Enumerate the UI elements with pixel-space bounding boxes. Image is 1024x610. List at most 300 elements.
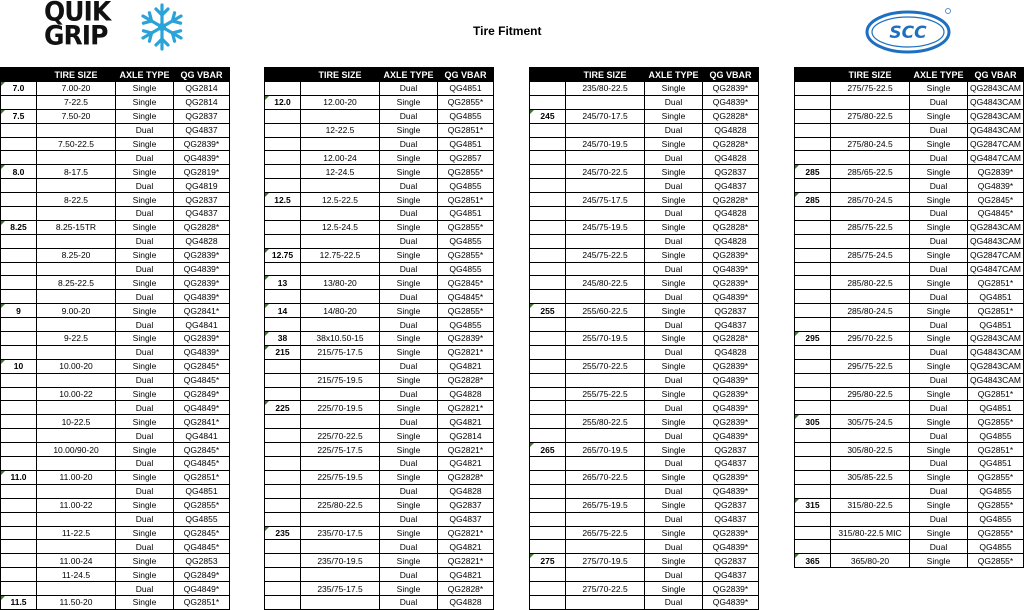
axle-type-cell: Dual bbox=[116, 582, 174, 596]
qg-vbar-cell: QG4837 bbox=[438, 512, 494, 526]
tire-size-cell: 255/70-22.5 bbox=[566, 359, 645, 373]
table-row bbox=[795, 373, 1024, 387]
size-cell: 235 bbox=[265, 526, 301, 540]
axle-type-cell: Single bbox=[116, 304, 174, 318]
axle-type-cell: Single bbox=[645, 82, 703, 96]
qg-vbar-cell: QG4845* bbox=[174, 373, 230, 387]
size-cell bbox=[795, 82, 831, 96]
qg-vbar-cell: QG2839* bbox=[703, 276, 759, 290]
tire-size-cell: 225/80-22.5 bbox=[301, 498, 380, 512]
table-row bbox=[530, 248, 759, 262]
size-cell bbox=[795, 262, 831, 276]
tire-size-cell: 11.00-22 bbox=[37, 498, 116, 512]
axle-type-cell: Dual bbox=[910, 512, 968, 526]
qg-vbar-cell: QG2855* bbox=[968, 498, 1024, 512]
size-cell bbox=[265, 387, 301, 401]
axle-type-cell: Dual bbox=[116, 373, 174, 387]
tire-size-cell bbox=[301, 234, 380, 248]
axle-type-cell: Dual bbox=[645, 123, 703, 137]
tire-size-cell bbox=[301, 457, 380, 471]
size-cell bbox=[265, 568, 301, 582]
size-cell bbox=[265, 373, 301, 387]
qg-vbar-cell: QG4837 bbox=[703, 179, 759, 193]
axle-type-cell: Dual bbox=[645, 373, 703, 387]
tire-size-cell bbox=[301, 540, 380, 554]
header-row bbox=[795, 68, 1024, 82]
size-cell bbox=[265, 554, 301, 568]
tire-size-cell: 295/70-22.5 bbox=[831, 332, 910, 346]
table-row bbox=[1, 415, 230, 429]
axle-type-cell: Dual bbox=[116, 290, 174, 304]
axle-type-cell: Single bbox=[910, 304, 968, 318]
tire-size-cell bbox=[831, 123, 910, 137]
axle-type-cell: Dual bbox=[380, 415, 438, 429]
table-row bbox=[530, 151, 759, 165]
table-row bbox=[530, 290, 759, 304]
size-cell bbox=[795, 276, 831, 290]
size-cell bbox=[265, 137, 301, 151]
size-cell bbox=[795, 109, 831, 123]
axle-type-cell: Dual bbox=[116, 262, 174, 276]
qg-vbar-cell: QG2814 bbox=[174, 95, 230, 109]
table-row bbox=[1, 137, 230, 151]
tire-size-cell: 9.00-20 bbox=[37, 304, 116, 318]
size-cell bbox=[265, 498, 301, 512]
table-row bbox=[1, 345, 230, 359]
table-row bbox=[795, 387, 1024, 401]
qg-vbar-cell: QG2845* bbox=[174, 526, 230, 540]
axle-type-cell: Single bbox=[645, 359, 703, 373]
size-cell bbox=[265, 151, 301, 165]
snowflake-icon bbox=[135, 0, 189, 54]
table-row bbox=[530, 359, 759, 373]
tire-size-cell bbox=[566, 540, 645, 554]
size-cell: 7.5 bbox=[1, 109, 37, 123]
qg-vbar-cell: QG4821 bbox=[438, 457, 494, 471]
size-cell bbox=[1, 151, 37, 165]
qg-vbar-cell: QG4845* bbox=[174, 457, 230, 471]
axle-type-cell: Dual bbox=[116, 457, 174, 471]
header-tire-size: TIRE SIZE bbox=[301, 68, 380, 82]
axle-type-cell: Single bbox=[116, 137, 174, 151]
size-cell bbox=[265, 443, 301, 457]
qg-vbar-cell: QG4839* bbox=[703, 95, 759, 109]
axle-type-cell: Single bbox=[380, 151, 438, 165]
tire-size-cell: 305/80-22.5 bbox=[831, 443, 910, 457]
table-row bbox=[265, 540, 494, 554]
qg-vbar-cell: QG2855* bbox=[438, 165, 494, 179]
fitment-table-1 bbox=[0, 67, 230, 610]
axle-type-cell: Single bbox=[116, 568, 174, 582]
tire-size-cell: 285/65-22.5 bbox=[831, 165, 910, 179]
axle-type-cell: Dual bbox=[645, 95, 703, 109]
tire-size-cell bbox=[37, 151, 116, 165]
qg-vbar-cell: QG2828* bbox=[438, 582, 494, 596]
table-row bbox=[795, 443, 1024, 457]
tire-size-cell bbox=[37, 123, 116, 137]
axle-type-cell: Dual bbox=[380, 262, 438, 276]
qg-vbar-cell: QG4841 bbox=[174, 429, 230, 443]
table-row bbox=[265, 123, 494, 137]
qg-vbar-cell: QG4845* bbox=[174, 540, 230, 554]
tire-size-cell: 275/75-22.5 bbox=[831, 82, 910, 96]
size-cell bbox=[265, 290, 301, 304]
size-cell: 315 bbox=[795, 498, 831, 512]
qg-vbar-cell: QG4828 bbox=[703, 123, 759, 137]
fitment-table-2 bbox=[264, 67, 494, 610]
size-cell bbox=[1, 234, 37, 248]
table-row bbox=[1, 234, 230, 248]
tire-size-cell bbox=[566, 151, 645, 165]
tire-size-cell: 285/80-24.5 bbox=[831, 304, 910, 318]
axle-type-cell: Dual bbox=[380, 484, 438, 498]
axle-type-cell: Dual bbox=[910, 179, 968, 193]
size-cell bbox=[265, 540, 301, 554]
tire-size-cell bbox=[301, 179, 380, 193]
qg-vbar-cell: QG2847CAM bbox=[968, 137, 1024, 151]
header-size bbox=[265, 68, 301, 82]
table-row bbox=[1, 220, 230, 234]
axle-type-cell: Dual bbox=[116, 123, 174, 137]
size-cell bbox=[265, 457, 301, 471]
table-row bbox=[795, 332, 1024, 346]
tire-size-cell bbox=[566, 484, 645, 498]
qg-vbar-cell: QG2845* bbox=[174, 359, 230, 373]
qg-vbar-cell: QG4821 bbox=[438, 359, 494, 373]
axle-type-cell: Single bbox=[910, 193, 968, 207]
size-cell: 285 bbox=[795, 165, 831, 179]
qg-vbar-cell: QG2851* bbox=[174, 595, 230, 609]
table-row bbox=[265, 470, 494, 484]
axle-type-cell: Single bbox=[910, 526, 968, 540]
qg-vbar-cell: QG4847CAM bbox=[968, 262, 1024, 276]
size-cell bbox=[530, 373, 566, 387]
table-row bbox=[530, 582, 759, 596]
axle-type-cell: Single bbox=[116, 443, 174, 457]
header-row bbox=[265, 68, 494, 82]
tire-size-cell: 225/75-17.5 bbox=[301, 443, 380, 457]
table-row bbox=[1, 304, 230, 318]
table-row bbox=[530, 470, 759, 484]
table-row bbox=[530, 109, 759, 123]
axle-type-cell: Dual bbox=[116, 484, 174, 498]
axle-type-cell: Dual bbox=[380, 290, 438, 304]
tire-size-cell: 315/80-22.5 bbox=[831, 498, 910, 512]
qg-vbar-cell: QG4839* bbox=[174, 290, 230, 304]
tire-size-cell bbox=[301, 415, 380, 429]
size-cell bbox=[265, 318, 301, 332]
size-cell: 11.0 bbox=[1, 470, 37, 484]
tire-size-cell: 11-22.5 bbox=[37, 526, 116, 540]
size-cell: 9 bbox=[1, 304, 37, 318]
table-row bbox=[530, 318, 759, 332]
size-cell bbox=[530, 345, 566, 359]
axle-type-cell: Dual bbox=[910, 401, 968, 415]
table-row bbox=[530, 193, 759, 207]
table-row bbox=[1, 123, 230, 137]
table-row bbox=[530, 179, 759, 193]
axle-type-cell: Single bbox=[910, 470, 968, 484]
tire-size-cell bbox=[831, 345, 910, 359]
axle-type-cell: Dual bbox=[116, 540, 174, 554]
size-cell bbox=[530, 582, 566, 596]
size-cell bbox=[530, 207, 566, 221]
axle-type-cell: Dual bbox=[910, 373, 968, 387]
table-row bbox=[265, 345, 494, 359]
size-cell bbox=[795, 401, 831, 415]
table-row bbox=[1, 401, 230, 415]
tire-size-cell bbox=[566, 345, 645, 359]
axle-type-cell: Dual bbox=[116, 429, 174, 443]
qg-vbar-cell: QG2837 bbox=[703, 498, 759, 512]
qg-vbar-cell: QG2839* bbox=[703, 415, 759, 429]
size-cell bbox=[795, 95, 831, 109]
axle-type-cell: Single bbox=[380, 332, 438, 346]
axle-type-cell: Single bbox=[380, 401, 438, 415]
tire-size-cell bbox=[566, 401, 645, 415]
axle-type-cell: Dual bbox=[645, 207, 703, 221]
table-row bbox=[530, 429, 759, 443]
table-row bbox=[265, 151, 494, 165]
qg-vbar-cell: QG2855* bbox=[968, 554, 1024, 568]
size-cell: 12.5 bbox=[265, 193, 301, 207]
axle-type-cell: Dual bbox=[645, 290, 703, 304]
axle-type-cell: Single bbox=[380, 95, 438, 109]
tire-size-cell bbox=[37, 345, 116, 359]
axle-type-cell: Single bbox=[116, 220, 174, 234]
qg-vbar-cell: QG2828* bbox=[703, 220, 759, 234]
size-cell bbox=[795, 318, 831, 332]
qg-vbar-cell: QG4837 bbox=[174, 207, 230, 221]
tire-size-cell bbox=[831, 151, 910, 165]
size-cell bbox=[795, 484, 831, 498]
header-tire-size: TIRE SIZE bbox=[566, 68, 645, 82]
tire-size-cell bbox=[37, 540, 116, 554]
size-cell bbox=[530, 512, 566, 526]
table-row bbox=[265, 582, 494, 596]
table-row bbox=[795, 540, 1024, 554]
size-cell: 8.25 bbox=[1, 220, 37, 234]
table-row bbox=[1, 95, 230, 109]
qg-vbar-cell: QG4851 bbox=[174, 484, 230, 498]
axle-type-cell: Single bbox=[910, 276, 968, 290]
size-cell bbox=[795, 207, 831, 221]
qg-vbar-cell: QG2839* bbox=[703, 582, 759, 596]
tire-size-cell bbox=[566, 595, 645, 609]
axle-type-cell: Single bbox=[380, 373, 438, 387]
tire-size-cell: 11-24.5 bbox=[37, 568, 116, 582]
table-row bbox=[795, 220, 1024, 234]
tire-size-cell bbox=[566, 318, 645, 332]
tire-size-cell bbox=[37, 401, 116, 415]
tire-size-cell bbox=[301, 359, 380, 373]
table-row bbox=[1, 248, 230, 262]
axle-type-cell: Dual bbox=[910, 318, 968, 332]
header-qg-vbar: QG VBAR bbox=[703, 68, 759, 82]
table-row bbox=[265, 304, 494, 318]
tire-size-cell: 9-22.5 bbox=[37, 332, 116, 346]
tire-size-cell: 225/70-22.5 bbox=[301, 429, 380, 443]
qg-vbar-cell: QG4855 bbox=[174, 512, 230, 526]
axle-type-cell: Single bbox=[910, 415, 968, 429]
axle-type-cell: Dual bbox=[645, 512, 703, 526]
table-row bbox=[795, 345, 1024, 359]
header-tire-size: TIRE SIZE bbox=[831, 68, 910, 82]
qg-vbar-cell: QG2839* bbox=[703, 387, 759, 401]
qg-vbar-cell: QG2828* bbox=[703, 332, 759, 346]
qg-vbar-cell: QG2837 bbox=[703, 443, 759, 457]
size-cell bbox=[1, 318, 37, 332]
axle-type-cell: Dual bbox=[910, 234, 968, 248]
axle-type-cell: Single bbox=[910, 137, 968, 151]
size-cell bbox=[1, 401, 37, 415]
axle-type-cell: Single bbox=[645, 193, 703, 207]
axle-type-cell: Single bbox=[116, 595, 174, 609]
tire-size-cell: 13/80-20 bbox=[301, 276, 380, 290]
table-row bbox=[265, 415, 494, 429]
qg-vbar-cell: QG4837 bbox=[174, 123, 230, 137]
axle-type-cell: Dual bbox=[116, 345, 174, 359]
table-row bbox=[265, 82, 494, 96]
qg-vbar-cell: QG2855* bbox=[438, 248, 494, 262]
table-row bbox=[795, 207, 1024, 221]
qg-vbar-cell: QG2837 bbox=[174, 193, 230, 207]
qg-vbar-cell: QG4837 bbox=[703, 512, 759, 526]
tire-size-cell bbox=[37, 318, 116, 332]
size-cell bbox=[530, 470, 566, 484]
table-row bbox=[265, 220, 494, 234]
tire-size-cell bbox=[37, 262, 116, 276]
qg-vbar-cell: QG4851 bbox=[968, 318, 1024, 332]
table-row bbox=[530, 304, 759, 318]
tire-size-cell bbox=[37, 484, 116, 498]
table-row bbox=[265, 568, 494, 582]
table-row bbox=[265, 457, 494, 471]
axle-type-cell: Single bbox=[116, 498, 174, 512]
tire-size-cell bbox=[566, 179, 645, 193]
table-row bbox=[265, 359, 494, 373]
table-row bbox=[795, 470, 1024, 484]
axle-type-cell: Single bbox=[645, 220, 703, 234]
size-cell: 10 bbox=[1, 359, 37, 373]
tire-size-cell: 245/70-19.5 bbox=[566, 137, 645, 151]
tire-size-cell bbox=[37, 457, 116, 471]
size-cell bbox=[795, 526, 831, 540]
table-row bbox=[795, 554, 1024, 568]
qg-vbar-cell: QG2855* bbox=[968, 415, 1024, 429]
tire-size-cell bbox=[831, 207, 910, 221]
tire-size-cell: 235/80-22.5 bbox=[566, 82, 645, 96]
table-row bbox=[795, 359, 1024, 373]
table-row bbox=[795, 248, 1024, 262]
axle-type-cell: Dual bbox=[116, 179, 174, 193]
header-qg-vbar: QG VBAR bbox=[968, 68, 1024, 82]
tire-size-cell: 255/60-22.5 bbox=[566, 304, 645, 318]
table-row bbox=[265, 595, 494, 609]
table-row bbox=[1, 498, 230, 512]
tire-size-cell: 12-22.5 bbox=[301, 123, 380, 137]
qg-vbar-cell: QG2849* bbox=[174, 568, 230, 582]
table-row bbox=[795, 179, 1024, 193]
qg-vbar-cell: QG2839* bbox=[703, 526, 759, 540]
tire-size-cell: 255/75-22.5 bbox=[566, 387, 645, 401]
size-cell bbox=[1, 582, 37, 596]
tire-size-cell: 265/75-19.5 bbox=[566, 498, 645, 512]
qg-vbar-cell: QG2843CAM bbox=[968, 332, 1024, 346]
axle-type-cell: Dual bbox=[380, 387, 438, 401]
qg-vbar-cell: QG2821* bbox=[438, 401, 494, 415]
qg-vbar-cell: QG4855 bbox=[968, 512, 1024, 526]
axle-type-cell: Single bbox=[380, 304, 438, 318]
size-cell bbox=[530, 401, 566, 415]
table-row bbox=[265, 526, 494, 540]
size-cell bbox=[1, 373, 37, 387]
axle-type-cell: Dual bbox=[116, 401, 174, 415]
tire-size-cell: 7-22.5 bbox=[37, 95, 116, 109]
qg-vbar-cell: QG4828 bbox=[703, 345, 759, 359]
qg-vbar-cell: QG4828 bbox=[438, 595, 494, 609]
size-cell bbox=[530, 82, 566, 96]
qg-vbar-cell: QG2821* bbox=[438, 345, 494, 359]
axle-type-cell: Single bbox=[116, 193, 174, 207]
size-cell bbox=[795, 512, 831, 526]
table-row bbox=[530, 137, 759, 151]
table-row bbox=[265, 207, 494, 221]
qg-vbar-cell: QG4828 bbox=[703, 207, 759, 221]
tire-size-cell: 225/75-19.5 bbox=[301, 470, 380, 484]
qg-vbar-cell: QG2828* bbox=[438, 470, 494, 484]
qg-vbar-cell: QG2821* bbox=[438, 443, 494, 457]
qg-vbar-cell: QG2837 bbox=[703, 554, 759, 568]
axle-type-cell: Single bbox=[910, 554, 968, 568]
size-cell bbox=[1, 179, 37, 193]
table-row bbox=[1, 207, 230, 221]
axle-type-cell: Single bbox=[910, 332, 968, 346]
tire-size-cell: 285/75-24.5 bbox=[831, 248, 910, 262]
tire-size-cell bbox=[566, 207, 645, 221]
table-row bbox=[1, 318, 230, 332]
qg-vbar-cell: QG2851* bbox=[968, 387, 1024, 401]
table-row bbox=[530, 498, 759, 512]
size-cell: 275 bbox=[530, 554, 566, 568]
size-cell bbox=[530, 248, 566, 262]
table-row bbox=[265, 387, 494, 401]
size-cell: 295 bbox=[795, 332, 831, 346]
table-row bbox=[265, 443, 494, 457]
tire-size-cell bbox=[37, 290, 116, 304]
fitment-table-3 bbox=[529, 67, 759, 610]
axle-type-cell: Single bbox=[910, 387, 968, 401]
axle-type-cell: Single bbox=[380, 276, 438, 290]
size-cell bbox=[1, 248, 37, 262]
size-cell bbox=[530, 179, 566, 193]
axle-type-cell: Dual bbox=[910, 262, 968, 276]
axle-type-cell: Dual bbox=[910, 429, 968, 443]
size-cell bbox=[1, 332, 37, 346]
tire-size-cell: 38x10.50-15 bbox=[301, 332, 380, 346]
tire-size-cell: 7.50-20 bbox=[37, 109, 116, 123]
tire-size-cell: 7.50-22.5 bbox=[37, 137, 116, 151]
size-cell bbox=[795, 290, 831, 304]
size-cell bbox=[530, 276, 566, 290]
table-row bbox=[1, 595, 230, 609]
axle-type-cell: Single bbox=[116, 165, 174, 179]
qg-vbar-cell: QG2839* bbox=[703, 470, 759, 484]
axle-type-cell: Dual bbox=[910, 207, 968, 221]
tire-size-cell: 365/80-20 bbox=[831, 554, 910, 568]
qg-vbar-cell: QG2853 bbox=[174, 554, 230, 568]
axle-type-cell: Dual bbox=[380, 568, 438, 582]
